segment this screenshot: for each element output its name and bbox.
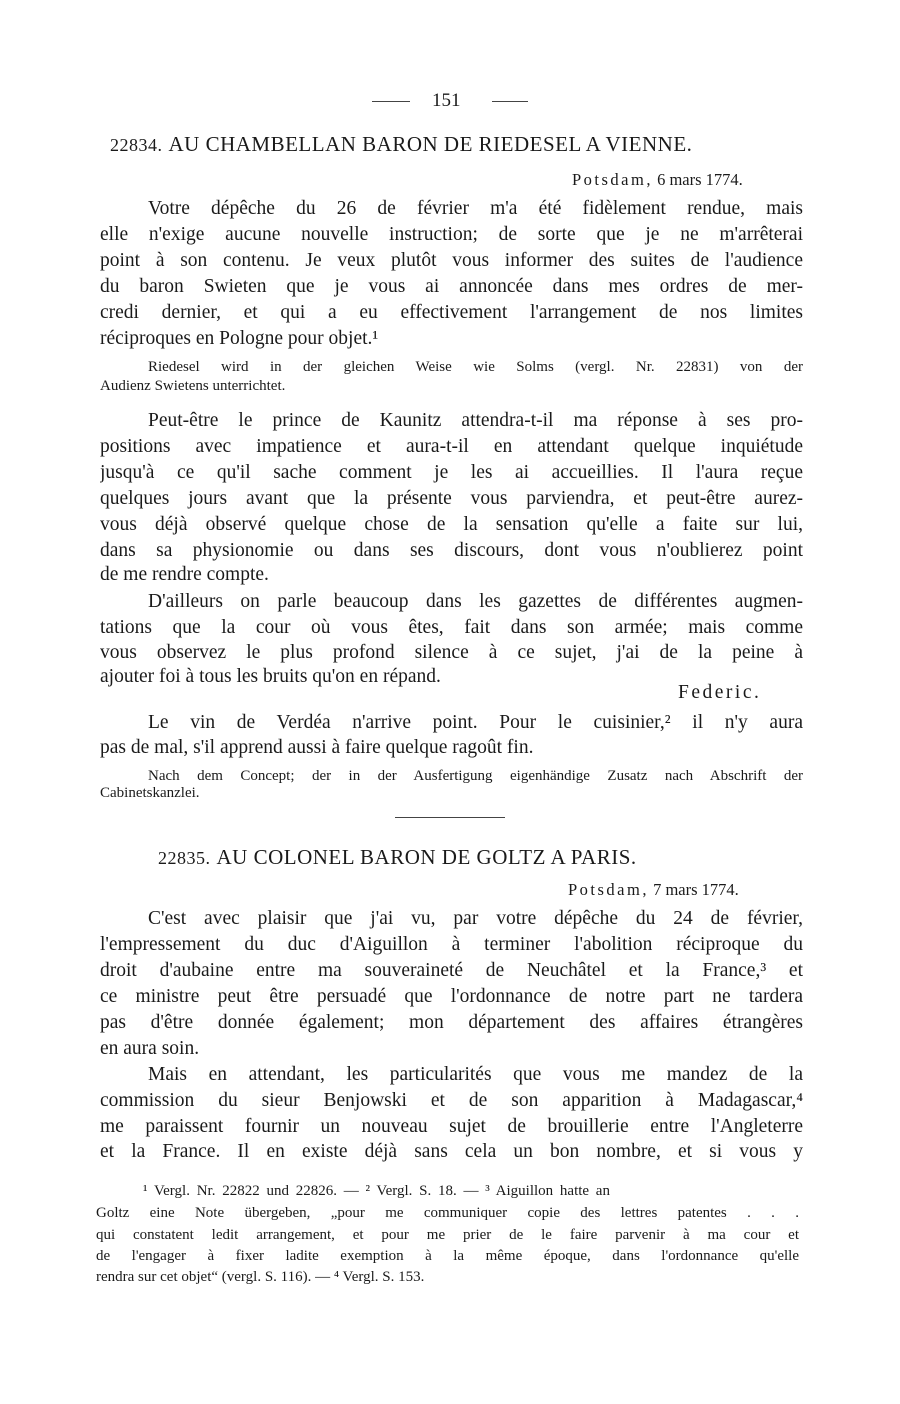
editor-note: Nach dem Concept; der in der Ausfertigung eigenhändige Zusatz nach Abschrift der — [148, 768, 803, 784]
body-line: Mais en attendant, les particularités que vous me mandez de la — [148, 1064, 803, 1085]
body-line: en aura soin. — [100, 1038, 200, 1059]
letter-heading-22834 — [110, 131, 692, 158]
body-line: D'ailleurs on parle beaucoup dans les gazettes de différentes augmen- — [148, 591, 803, 612]
body-line: dans sa physionomie ou dans ses discours, dont vous n'oublierez point — [100, 540, 803, 561]
body-line: Peut-être le prince de Kaunitz attendra-t-il ma réponse à ses pro- — [148, 410, 803, 431]
body-line: réciproques en Pologne pour objet.¹ — [100, 328, 379, 349]
body-line: tations que la cour où vous êtes, fait dans son armée; mais comme — [100, 617, 803, 638]
footnote-line: rendra sur cet objet“ (vergl. S. 116). — ⁴ Vergl. S. 153. — [96, 1269, 425, 1285]
editor-note: Cabinetskanzlei. — [100, 785, 200, 801]
body-line: quelques jours avant que la présente vous parviendra, et peut-être aurez- — [100, 488, 803, 509]
dateline-22835 — [568, 877, 739, 903]
header-rule-left — [372, 101, 410, 102]
body-line: l'empressement du duc d'Aiguillon à terminer l'abolition réciproque du — [100, 934, 803, 955]
postscript-line: Le vin de Verdéa n'arrive point. Pour le cuisinier,² il n'y aura — [148, 712, 803, 733]
body-line: vous déjà observé quelque chose de la sensation qu'elle a faite sur lui, — [100, 514, 803, 535]
body-line: pas d'être donnée également; mon département des affaires étrangères — [100, 1012, 803, 1033]
date: 6 mars 1774. — [657, 170, 743, 189]
body-line: positions avec impatience et aura-t-il en attendant quelque inquiétude — [100, 436, 803, 457]
body-line: commission du sieur Benjowski et de son apparition à Madagascar,⁴ — [100, 1090, 803, 1111]
body-line: Votre dépêche du 26 de février m'a été fidèlement rendue, mais — [148, 198, 803, 219]
page-number: 151 — [432, 90, 461, 111]
letter-number: 22835. — [158, 848, 211, 868]
letter-number: 22834. — [110, 135, 163, 155]
footnote-line: ¹ Vergl. Nr. 22822 und 22826. — ² Vergl. S. 18. — ³ Aiguillon hatte an — [143, 1183, 610, 1199]
body-line: ce ministre peut être persuadé que l'ordonnance de notre part ne tardera — [100, 986, 803, 1007]
body-line: elle n'exige aucune nouvelle instruction; de sorte que je ne m'arrêterai — [100, 224, 803, 245]
letter-heading-22835 — [158, 844, 637, 871]
footnote-line: de l'engager à fixer ladite exemption à la même époque, dans l'ordonnance qu'elle — [96, 1248, 799, 1264]
body-line: et la France. Il en existe déjà sans cela un bon nombre, et si vous y — [100, 1141, 803, 1162]
place: Potsdam, — [568, 880, 649, 899]
body-line: de me rendre compte. — [100, 564, 269, 585]
body-line: du baron Swieten que je vous ai annoncée dans mes ordres de mer- — [100, 276, 803, 297]
body-line: credi dernier, et qui a eu effectivement l'arrangement de nos limites — [100, 302, 803, 323]
dateline-22834 — [572, 167, 743, 193]
body-line: jusqu'à ce qu'il sache comment je les ai accueillies. Il l'aura reçue — [100, 462, 803, 483]
body-line: vous observez le plus profond silence à ce sujet, j'ai de la peine à — [100, 642, 803, 663]
body-line: droit d'aubaine entre ma souveraineté de Neuchâtel et la France,³ et — [100, 960, 803, 981]
signature: Federic. — [678, 682, 762, 703]
section-divider — [395, 817, 505, 818]
letter-title: AU COLONEL BARON DE GOLTZ A PARIS. — [216, 845, 637, 869]
footnote-line: Goltz eine Note übergeben, „pour me communiquer copie des lettres patentes . . . — [96, 1205, 799, 1221]
header-rule-right — [492, 101, 528, 102]
editor-note: Audienz Swietens unterrichtet. — [100, 378, 286, 394]
body-line: ajouter foi à tous les bruits qu'on en répand. — [100, 666, 441, 687]
letter-title: AU CHAMBELLAN BARON DE RIEDESEL A VIENNE. — [168, 132, 693, 156]
postscript-line: pas de mal, s'il apprend aussi à faire quelque ragoût fin. — [100, 737, 534, 758]
place: Potsdam, — [572, 170, 653, 189]
body-line: C'est avec plaisir que j'ai vu, par votre dépêche du 24 de février, — [148, 908, 803, 929]
date: 7 mars 1774. — [653, 880, 739, 899]
body-line: point à son contenu. Je veux plutôt vous informer des suites de l'audience — [100, 250, 803, 271]
body-line: me paraissent fournir un nouveau sujet de brouillerie entre l'Angleterre — [100, 1116, 803, 1137]
editor-note: Riedesel wird in der gleichen Weise wie Solms (vergl. Nr. 22831) von der — [148, 359, 803, 375]
footnote-line: qui constatent ledit arrangement, et pour me prier de le faire parvenir à ma cour et — [96, 1227, 799, 1243]
